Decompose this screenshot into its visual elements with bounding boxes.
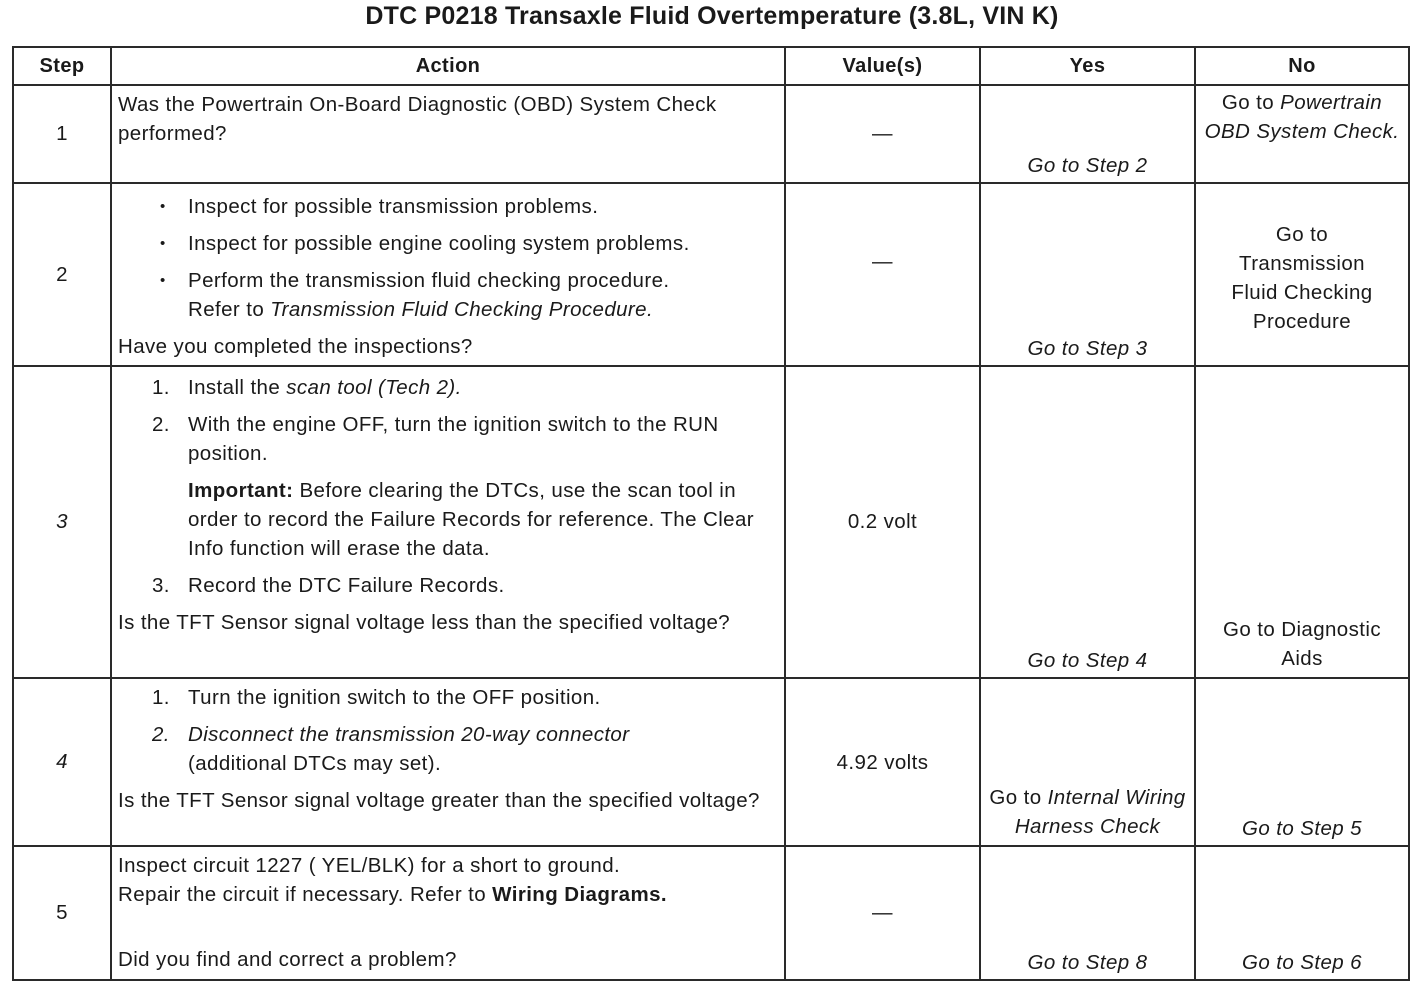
list-item: 3. Record the DTC Failure Records. [152,574,505,597]
item-text: Record the DTC Failure Records. [188,574,505,597]
item-italic: scan tool (Tech 2). [286,376,462,399]
item-text: Turn the ignition switch to the OFF position. [188,686,601,709]
no-link[interactable] [1196,86,1408,150]
yes-cell [980,183,1195,366]
no-link[interactable]: Go to Step 5 [1242,817,1362,840]
bullet-refer: Refer to [188,298,271,321]
header-values: Value(s) [785,47,980,85]
question-text: Is the TFT Sensor signal voltage greater than the specified voltage? [118,789,760,812]
table-row-step-4 [13,678,1409,846]
diagnostic-table [12,46,1410,981]
page-title: DTC P0218 Transaxle Fluid Overtemperature (3.8L, VIN K) [365,2,1059,30]
step-number: 1 [13,85,111,183]
no-italic-ref: Powertrain OBD System Check. [1204,91,1400,143]
bullet-item: • Inspect for possible engine cooling system problems. [118,229,778,258]
action-cell [111,183,785,366]
header-step: Step [13,47,111,85]
table-row-step-5 [13,846,1409,980]
yes-link[interactable]: Go to Step 8 [1027,951,1148,974]
yes-link[interactable]: Go to Step 2 [1027,154,1148,177]
list-item: 1. Turn the ignition switch to the OFF position. [152,686,601,709]
value-cell: 4.92 volts [785,678,980,846]
yes-link[interactable] [981,783,1194,841]
important-note [118,476,778,563]
bullet-item [118,266,778,324]
item-text: Install the [188,376,287,399]
item-text: With the engine OFF, turn the ignition switch to the RUN position. [188,413,719,465]
bullet-text: Perform the transmission fluid checking procedure. [188,269,670,292]
important-label: Important: [188,479,294,502]
numbered-list [118,683,778,778]
yes-cell [980,366,1195,678]
list-item: 1. Install the scan tool (Tech 2). [152,376,462,399]
yes-prefix: Go to [989,786,1048,809]
action-cell [111,366,785,678]
header-yes: Yes [980,47,1195,85]
action-cell [111,85,785,183]
yes-link[interactable]: Go to Step 4 [1027,649,1148,672]
no-link[interactable]: Go to Step 6 [1242,951,1362,974]
yes-cell [980,85,1195,183]
no-prefix: Go to [1221,91,1281,114]
question-text: Did you find and correct a problem? [118,948,457,971]
bullet-reference[interactable]: Transmission Fluid Checking Procedure. [270,298,654,321]
no-link[interactable]: Go to Transmission Fluid Checking Procedure [1231,223,1373,333]
list-item: 2. With the engine OFF, turn the ignition switch to the RUN position. [152,413,719,465]
list-item: 2. Disconnect the transmission 20-way connector (additional DTCs may set). [152,723,630,775]
wiring-diagrams-ref[interactable]: Wiring Diagrams. [492,883,667,906]
no-link[interactable]: Go to Diagnostic Aids [1223,618,1381,670]
table-row-step-3 [13,366,1409,678]
step-number: 2 [13,183,111,366]
step-number: 5 [13,846,111,980]
numbered-list [118,571,778,600]
value-cell: — [785,85,980,183]
table-header-row [13,47,1409,85]
yes-cell [980,846,1195,980]
table-row-step-2 [13,183,1409,366]
value-cell: 0.2 volt [785,366,980,678]
header-action: Action [111,47,785,85]
important-text: Before clearing the DTCs, use the scan tool in order to record the Failure Records for reference. The Clear Info function will erase the data. [188,479,754,560]
no-cell [1195,183,1409,366]
numbered-list [118,373,778,468]
step-number: 3 [13,366,111,678]
value-cell: — [785,183,980,366]
no-cell [1195,678,1409,846]
yes-italic-ref: Internal Wiring Harness Check [1014,786,1186,838]
action-text: Repair the circuit if necessary. Refer to [118,883,493,906]
question-text: Have you completed the inspections? [118,335,473,358]
item-italic: Disconnect the transmission 20-way connector [188,723,630,746]
bullet-item: • Inspect for possible transmission problems. [118,192,778,221]
action-line: Inspect circuit 1227 ( YEL/BLK) for a short to ground. [118,854,621,877]
header-no: No [1195,47,1409,85]
yes-link[interactable]: Go to Step 3 [1027,337,1148,360]
no-cell [1195,846,1409,980]
no-cell [1195,366,1409,678]
action-cell [111,846,785,980]
step-number: 4 [13,678,111,846]
action-text: Was the Powertrain On-Board Diagnostic (OBD) System Check performed? [118,93,717,145]
action-line [118,880,778,909]
table-row-step-1 [13,85,1409,183]
question-text: Is the TFT Sensor signal voltage less than the specified voltage? [118,611,731,634]
bullet-list [118,192,778,324]
item-text: (additional DTCs may set). [188,752,442,775]
no-cell [1195,85,1409,183]
value-cell: — [785,846,980,980]
yes-cell [980,678,1195,846]
action-cell [111,678,785,846]
